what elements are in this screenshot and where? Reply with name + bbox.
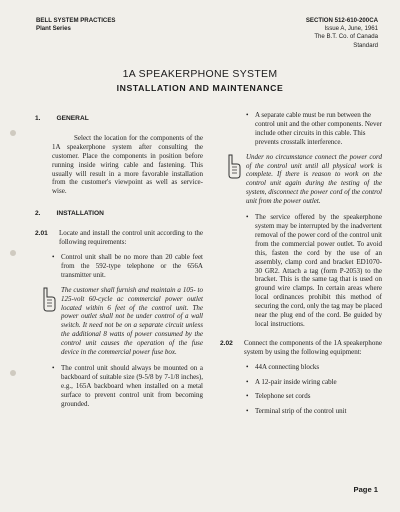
series-sub: Plant Series (36, 25, 71, 33)
list-item: • The service offered by the speakerphone system may be interrupted by the inadvertent removal of the power cord of the control unit from the commercial power outlet. To avoid this, fasten the cord by the use of an assembly, clamp cord and bracket ED1070-30 GR2. Attach a tag (form P-2053) to the bracket. This is the same tag that is used on ground wire clamps. In certain areas where local ordinances prohibit this method of securing the cord, only the tag may be placed near the plug end of the cord. Be guided by local instructions. (246, 213, 382, 329)
section-number: 2. (35, 210, 41, 218)
section-heading-installation (35, 210, 203, 219)
paragraph-2-01 (35, 229, 203, 247)
pointing-hand-icon (226, 153, 243, 180)
paragraph-text: Locate and install the control unit according to the following requirements: (59, 229, 203, 247)
list-item: • A separate cable must be run between the control unit and the other components. Never include other circuits in this cable. This prevents crosstalk interference. (246, 111, 382, 147)
paragraph-text: Connect the components of the 1A speakerphone system by using the following equipment: (244, 338, 382, 356)
page-number: Page 1 (353, 485, 378, 494)
list-item: • Control unit shall be no more than 20 cable feet from the 592-type telephone or the 656A transmitter unit. (52, 253, 203, 280)
paragraph-2-02 (220, 339, 382, 357)
header-left (36, 17, 115, 33)
list-item: • The control unit should always be mounted on a backboard of suitable size (9-5/8 by 7-1/8 inches), e.g., 165A backboard when installed on a metal surface to prevent control unit from becoming grounded. (52, 364, 203, 409)
page-title: 1A SPEAKERPHONE SYSTEM (122, 68, 278, 80)
note-text: The customer shall furnish and maintain a 105- to 125-volt 60-cycle ac commercial power outlet located within 6 feet of the control unit. The power outlet shall not be under control of a wall switch. It need not be on a separate circuit unless the additional 8 watts of power consumed by the control unit causes the operation of the fuse device in the commercial power fuse box. (61, 285, 203, 357)
list-item: • 44A connecting blocks (246, 363, 382, 372)
header-right (306, 17, 378, 50)
page-subtitle: INSTALLATION AND MAINTENANCE (116, 83, 284, 93)
left-column (35, 111, 203, 414)
section-heading-general (35, 115, 203, 124)
section-title: GENERAL (56, 115, 89, 122)
pointing-hand-icon (41, 286, 58, 313)
series-name: BELL SYSTEM PRACTICES (36, 17, 116, 24)
paragraph-number: 2.02 (220, 339, 233, 347)
section-title: INSTALLATION (56, 210, 104, 218)
paragraph-number: 2.01 (35, 230, 48, 238)
right-column (220, 111, 382, 422)
caution-note (246, 153, 382, 206)
list-item: • Telephone set cords (246, 392, 382, 401)
company: The B.T. Co. of Canada (314, 33, 378, 41)
note-text: Under no circumstance connect the power cord of the control unit until all physical work is complete. If there is reason to work on the control unit again during the testing of the system, disconnect the power cord of the control unit from the power outlet. (246, 152, 382, 206)
issue-date: Issue A, June, 1961 (324, 25, 378, 33)
caution-note (61, 286, 203, 357)
list-item: • Terminal strip of the control unit (246, 407, 382, 416)
standard-label: Standard (353, 41, 378, 49)
list-item: • A 12-pair inside wiring cable (246, 378, 382, 387)
section-number: SECTION 512-610-200CA (305, 17, 378, 24)
section-number: 1. (35, 115, 41, 122)
general-paragraph: Select the location for the components of the 1A speakerphone system after consulting the customer. Place the components in position before running inside wiring cable and fastening. This usually will result in a more favorable installation from the customer's viewpoint as well as service-wise. (52, 133, 203, 196)
